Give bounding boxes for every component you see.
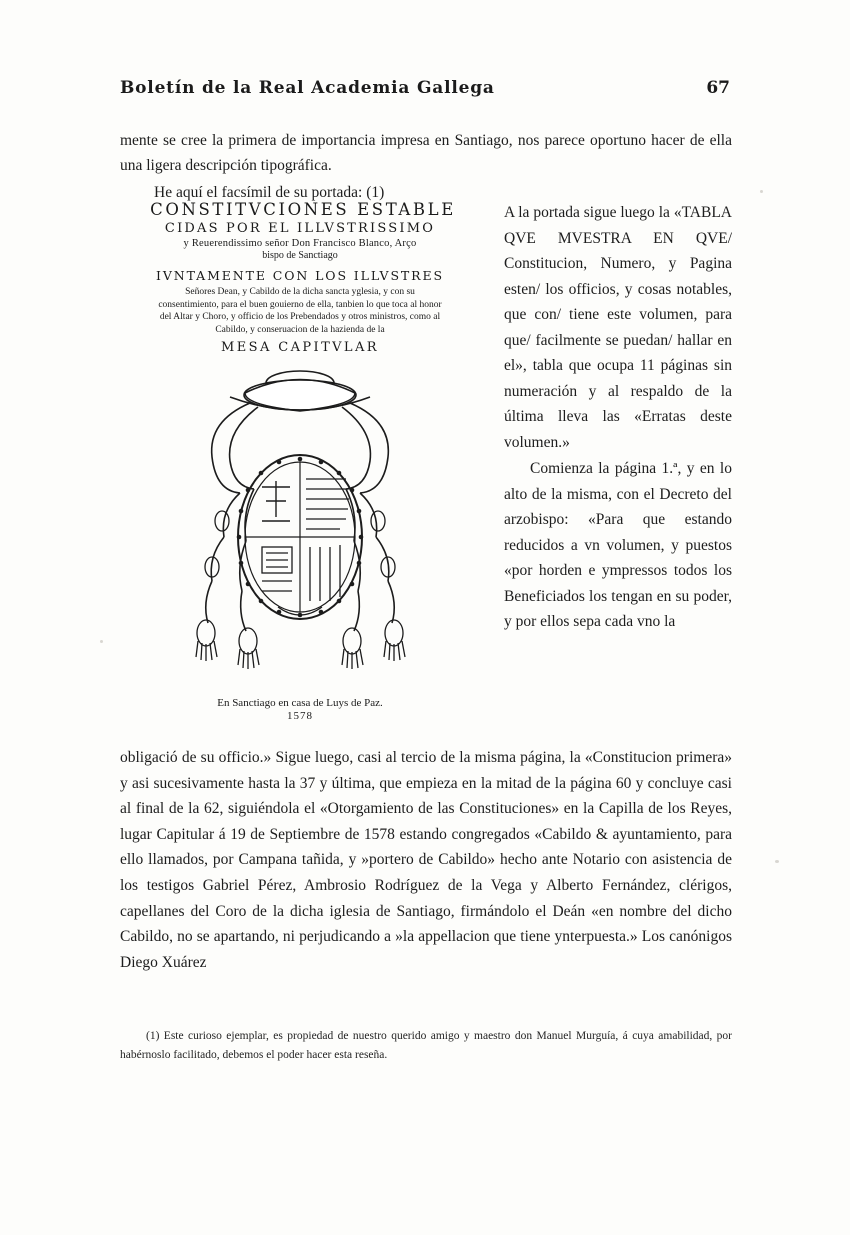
- two-column-block: [120, 200, 732, 745]
- intro-paragraphs: [120, 128, 732, 205]
- facsimile-column: [120, 200, 480, 722]
- lower-paragraph-text: obligació de su officio.» Sigue luego, casi al tercio de la misma página, la «Constitucion primera» y asi sucesivamente hasta la 37 y última, que empieza en la mitad de la página 60 y concluye casi al final de la 62, siguiéndola el «Otorgamiento de las Constituciones» en la Capilla de los Reyes, lugar Capitular á 19 de Septiembre de 1578 estando congregados «Cabildo & ayuntamiento, para ello llamados, por Campana tañida, y »portero de Cabildo» hecho ante Notario con asistencia de los testigos Gabriel Pérez, Ambrosio Rodríguez de la Vega y Alberto Fernández, clérigos, capellanes del Coro de la dicha iglesia de Santiago, firmándolo el Deán «en nombre del dicho Cabildo, no se apartando, ni perjudicando a »la appellacion que tiene ynterpuesta.» Los canónigos Diego Xuárez: [120, 749, 732, 971]
- facsimile-year: 1578: [287, 710, 313, 722]
- facsimile-mesa-capitular: MESA CAPITVLAR: [221, 340, 379, 355]
- right-text-column: [504, 200, 732, 635]
- page-speck: [100, 640, 103, 643]
- facsimile-imprint: En Sanctiago en casa de Luys de Paz.: [217, 697, 383, 709]
- facsimile-body-text: Señores Dean, y Cabildo de la dicha sancta yglesia, y con su consentimiento, para el buen gouierno de ella, tanbien lo que toca al honor del Altar y Choro, y officio de los Prebendados y otros ministros, como al Cabildo, y conseruacion de la hazienda de la: [158, 287, 442, 335]
- right-column-paragraph-2: Comienza la página 1.ª, y en lo alto de la misma, con el Decreto del arzobispo: «Para que estando reducidos a vn volumen, y puestos «por horden e ympressos todos los Beneficiados los tengan en su poder, y por ellos sepa cada vno la: [504, 460, 732, 630]
- crest-container: [120, 361, 480, 691]
- intro-paragraph-2: He aquí el facsímil de su portada: (1): [154, 184, 385, 201]
- right-column-paragraph-1: A la portada sigue luego la «TABLA QVE MVESTRA EN QVE/ Constitucion, Numero, y Pagina esten/ los officios, y cosas notables, que con/ tiene este volumen, para que/ facilmente se puedan/ hallar en el», tabla que ocupa 11 páginas sin numeración y al respaldo de la última lleva las «Erratas deste volumen.»: [504, 204, 732, 451]
- facsimile-line-4: bispo de Sanctiago: [262, 250, 338, 261]
- archbishop-coat-of-arms-icon: [150, 361, 450, 691]
- facsimile-title-page: [120, 200, 480, 722]
- page-number: 67: [706, 78, 730, 98]
- page-speck: [775, 860, 779, 863]
- facsimile-line-5: IVNTAMENTE CON LOS ILLVSTRES: [156, 268, 444, 283]
- lower-paragraph: [120, 745, 732, 975]
- intro-paragraph-1: mente se cree la primera de importancia impresa en Santiago, nos parece oportuno hacer de ella una ligera descripción tipográfica.: [120, 132, 732, 174]
- footnote: [120, 1027, 732, 1065]
- facsimile-line-1: CONSTITVCIONES ESTABLE: [150, 200, 456, 219]
- journal-title: Boletín de la Real Academia Gallega: [120, 78, 495, 98]
- facsimile-line-2: CIDAS POR EL ILLVSTRISSIMO: [164, 221, 436, 236]
- footnote-text: (1) Este curioso ejemplar, es propiedad de nuestro querido amigo y maestro don Manuel Murguía, á cuya amabilidad, por habérnoslo facilitado, debemos el poder hacer esta reseña.: [120, 1030, 732, 1061]
- facsimile-line-3: y Reuerendissimo señor Don Francisco Blanco, Arço: [183, 238, 417, 249]
- page-speck: [760, 190, 763, 193]
- running-head: [120, 78, 730, 98]
